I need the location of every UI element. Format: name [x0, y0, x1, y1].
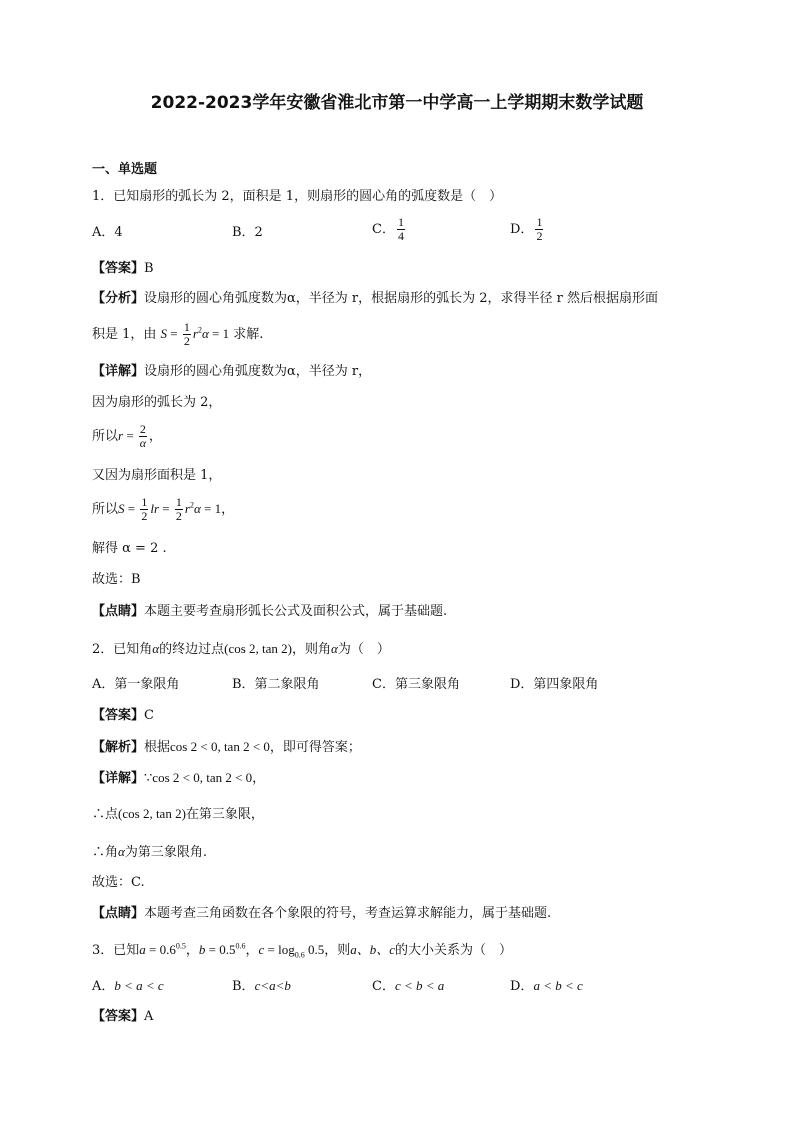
- q2-stem: 2．已知角α的终边过点(cos 2, tan 2)，则角α为（ ）: [92, 641, 390, 657]
- section-heading: 一、单选题: [92, 162, 158, 177]
- q1-option-d: D． $\frac{1}{2}$: [510, 215, 543, 243]
- q1-stem: 1．已知扇形的弧长为 2，面积是 1，则扇形的圆心角的弧度数是（ ）: [92, 189, 503, 204]
- page-title: 2022-2023学年安徽省淮北市第一中学高一上学期期末数学试题: [150, 93, 644, 113]
- q1-analysis-1: 【分析】设扇形的圆心角弧度数为α，半径为 r，根据扇形的弧长为 2，求得半径 r 然后根据扇形面: [92, 291, 659, 306]
- q1-detail-6: 解得 α = 2 .: [92, 541, 167, 556]
- q1-comment: 【点睛】本题主要考查扇形弧长公式及面积公式，属于基础题.: [92, 604, 448, 619]
- q1-option-a: A．4: [92, 225, 123, 240]
- q1-detail-3: 所以r = $\frac{2}{\alpha}$ ，: [92, 422, 162, 450]
- q3-option-d: D．a < b < c: [510, 978, 583, 994]
- q2-detail-3: ∴角α为第三象限角.: [92, 844, 207, 860]
- q1-detail-2: 因为扇形的弧长为 2，: [92, 395, 222, 410]
- q2-comment: 【点睛】本题考查三角函数在各个象限的符号，考查运算求解能力，属于基础题.: [92, 906, 552, 921]
- q1-choose: 故选：B: [92, 572, 141, 587]
- q3-option-a: A．b < a < c: [92, 978, 164, 994]
- q2-choose: 故选：C.: [92, 875, 145, 890]
- q2-option-d: D．第四象限角: [510, 677, 599, 692]
- q1-analysis-2: 积是 1，由 S = $\frac{1}{2}$ $r^2\alpha = 1$ 求解.: [92, 320, 264, 348]
- q2-parse: 【解析】根据cos 2 < 0, tan 2 < 0，即可得答案；: [92, 739, 361, 755]
- q3-answer: 【答案】A: [92, 1009, 154, 1024]
- q3-stem: 3．已知$a = 0.6^{0.5}$，$b = 0.5^{0.6}$，$c = \log_{0.6} 0.5$，则a、b、c的大小关系为（ ）: [92, 941, 513, 960]
- q2-option-a: A．第一象限角: [92, 677, 180, 692]
- fraction: $\frac{1}{4}$: [397, 215, 404, 243]
- q1-detail-4: 又因为扇形面积是 1，: [92, 468, 222, 483]
- q1-option-b: B．2: [232, 225, 263, 240]
- q3-option-c: C．c < b < a: [372, 978, 445, 994]
- q1-detail-5: 所以S = $\frac{1}{2}$ lr = $\frac{1}{2}$ $r^2\alpha = 1$，: [92, 495, 235, 523]
- q2-detail-1: 【详解】∵cos 2 < 0, tan 2 < 0，: [92, 770, 266, 786]
- q2-detail-2: ∴点(cos 2, tan 2)在第三象限，: [92, 806, 264, 822]
- q3-option-b: B．c<a<b: [232, 978, 291, 994]
- q2-option-c: C．第三象限角: [372, 677, 460, 692]
- q2-answer: 【答案】C: [92, 708, 154, 723]
- q1-detail-1: 【详解】设扇形的圆心角弧度数为α，半径为 r，: [92, 364, 372, 379]
- q2-option-b: B．第二象限角: [232, 677, 320, 692]
- fraction: $\frac{1}{2}$: [536, 215, 543, 243]
- q1-answer: 【答案】B: [92, 261, 154, 276]
- q1-option-c: C． $\frac{1}{4}$: [372, 215, 404, 243]
